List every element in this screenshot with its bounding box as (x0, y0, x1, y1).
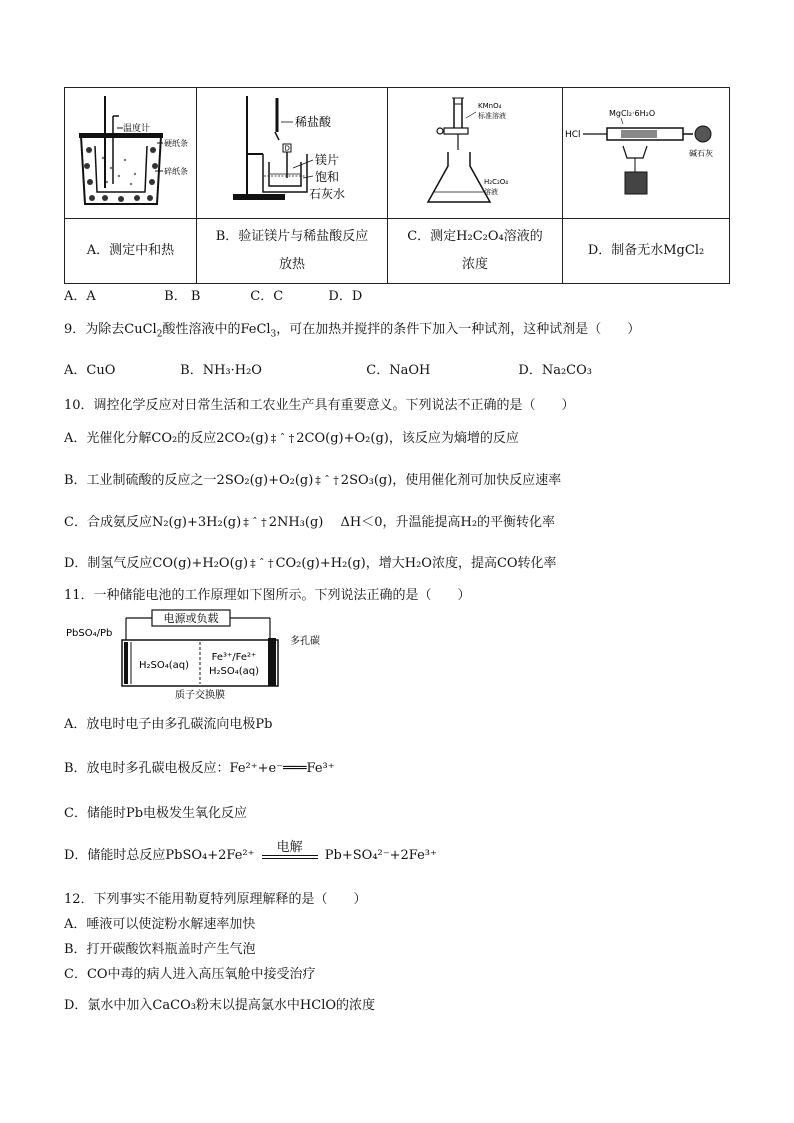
q10-stem: 10．调控化学反应对日常生活和工农业生产具有重要意义。下列说法不正确的是（ ） (64, 398, 575, 413)
equilibrium-arrow: ‡ ˆ † (315, 474, 339, 487)
mg-strip-label: 镁片 (315, 153, 340, 167)
dilute-hcl-label: 稀盐酸 (295, 115, 332, 129)
mgcl2-6h2o-label: MgCl₂·6H₂O (609, 109, 656, 118)
right-electrode-label: 多孔碳 (290, 636, 320, 647)
q11-option-b[interactable]: B．放电时多孔碳电极反应：Fe²⁺+e⁻═══Fe³⁺ (64, 761, 335, 776)
mgcl2-diagram (563, 88, 730, 214)
apparatus-d-cell (563, 88, 730, 219)
standard-solution-label: 标准溶液 (478, 112, 506, 120)
caption-a: A．测定中和热 (65, 219, 197, 284)
q10-option-d[interactable]: D．制氢气反应CO(g)+H₂O(g) ‡ ˆ † CO₂(g)+H₂(g)，增大H₂O浓度，提高CO转化率 (64, 556, 557, 571)
q9-option-a[interactable]: A．CuO (64, 363, 116, 378)
right-solution-label-2: H₂SO₄(aq) (208, 666, 260, 677)
q12-stem: 12．下列事实不能用勒夏特列原理解释的是（ ） (64, 892, 367, 907)
q12-option-a[interactable]: A．唾液可以使淀粉水解速率加快 (64, 917, 256, 932)
q9-option-b[interactable]: B．NH₃·H₂O (180, 363, 262, 378)
thermometer-label: 温度计 (123, 124, 151, 134)
paper-scraps-label: 碎纸条 (164, 167, 188, 176)
q8-apparatus-table (64, 87, 730, 284)
electrolysis-arrow: 电解 (262, 841, 318, 859)
q12-option-d[interactable]: D．氯水中加入CaCO₃粉末以提高氯水中HClO的浓度 (64, 998, 376, 1013)
cardboard-label: 硬纸条 (164, 139, 188, 148)
left-solution-label: H₂SO₄(aq) (138, 660, 190, 671)
q8-options (64, 285, 362, 304)
h2c2o4-label: H₂C₂O₄ (484, 178, 509, 186)
q11-option-a[interactable]: A．放电时电子由多孔碳流向电极Pb (64, 717, 273, 732)
q12-option-b[interactable]: B．打开碳酸饮料瓶盖时产生气泡 (64, 942, 256, 957)
battery-diagram (64, 608, 320, 701)
membrane-label: 质子交换膜 (175, 690, 225, 701)
saturated-label: 饱和 (315, 170, 340, 184)
titration-diagram (388, 88, 563, 214)
q10-option-a[interactable]: A．光催化分解CO₂的反应2CO₂(g) ‡ ˆ † 2CO(g)+O₂(g)，该反应为熵增的反应 (64, 431, 519, 446)
kmno4-label: KMnO₄ (478, 102, 502, 110)
q11-option-d[interactable]: D．储能时总反应PbSO₄+2Fe²⁺ 电解 Pb+SO₄²⁻+2Fe³⁺ (64, 839, 437, 863)
q8-option-d[interactable]: D．D (328, 289, 363, 304)
mg-hcl-diagram (197, 88, 388, 214)
q8-option-c[interactable]: C．C (250, 289, 284, 304)
left-electrode-label: PbSO₄/Pb (66, 628, 113, 639)
q8-option-b[interactable]: B． B (164, 289, 201, 304)
q8-option-a[interactable]: A．A (64, 289, 96, 304)
caption-c: C．测定H₂C₂O₄溶液的 浓度 (388, 219, 563, 284)
q12-option-c[interactable]: C．CO中毒的病人进入高压氧舱中接受治疗 (64, 967, 316, 982)
soda-lime-label: 碱石灰 (689, 149, 713, 158)
q9-option-c[interactable]: C．NaOH (366, 363, 431, 378)
q9-option-d[interactable]: D．Na₂CO₃ (518, 363, 592, 378)
limewater-label: 石灰水 (309, 187, 346, 201)
solution-label: 溶液 (484, 188, 498, 196)
d-mark: D (284, 144, 290, 153)
q11-stem: 11．一种储能电池的工作原理如下图所示。下列说法正确的是（ ） (64, 588, 471, 603)
power-load-label: 电源或负载 (163, 612, 219, 625)
q9-options (64, 359, 592, 378)
apparatus-c-cell (388, 88, 563, 219)
caption-b: B．验证镁片与稀盐酸反应 放热 (197, 219, 388, 284)
apparatus-b-cell (197, 88, 388, 219)
calorimeter-diagram (65, 88, 197, 214)
right-solution-label-1: Fe³⁺/Fe²⁺ (211, 652, 257, 663)
equilibrium-arrow: ‡ ˆ † (270, 432, 295, 445)
equilibrium-arrow: ‡ ˆ † (250, 557, 274, 570)
q11-option-c[interactable]: C．储能时Pb电极发生氧化反应 (64, 806, 248, 821)
apparatus-a-cell (65, 88, 197, 219)
caption-d: D．制备无水MgCl₂ (563, 219, 730, 284)
equilibrium-arrow: ‡ ˆ † (243, 516, 267, 529)
q10-option-b[interactable]: B．工业制硫酸的反应之一2SO₂(g)+O₂(g) ‡ ˆ † 2SO₃(g)，使用催化剂可加快反应速率 (64, 473, 562, 488)
q9-stem: 9．为除去CuCl$_2$酸性溶液中的FeCl$_3$，可在加热并搅拌的条件下加入一种试剂，这种试剂是（ ） (64, 322, 641, 340)
hcl-label: HCl (565, 130, 581, 140)
q10-option-c[interactable]: C．合成氨反应N₂(g)+3H₂(g) ‡ ˆ † 2NH₃(g) ΔH＜0，升温能提高H₂的平衡转化率 (64, 515, 556, 530)
